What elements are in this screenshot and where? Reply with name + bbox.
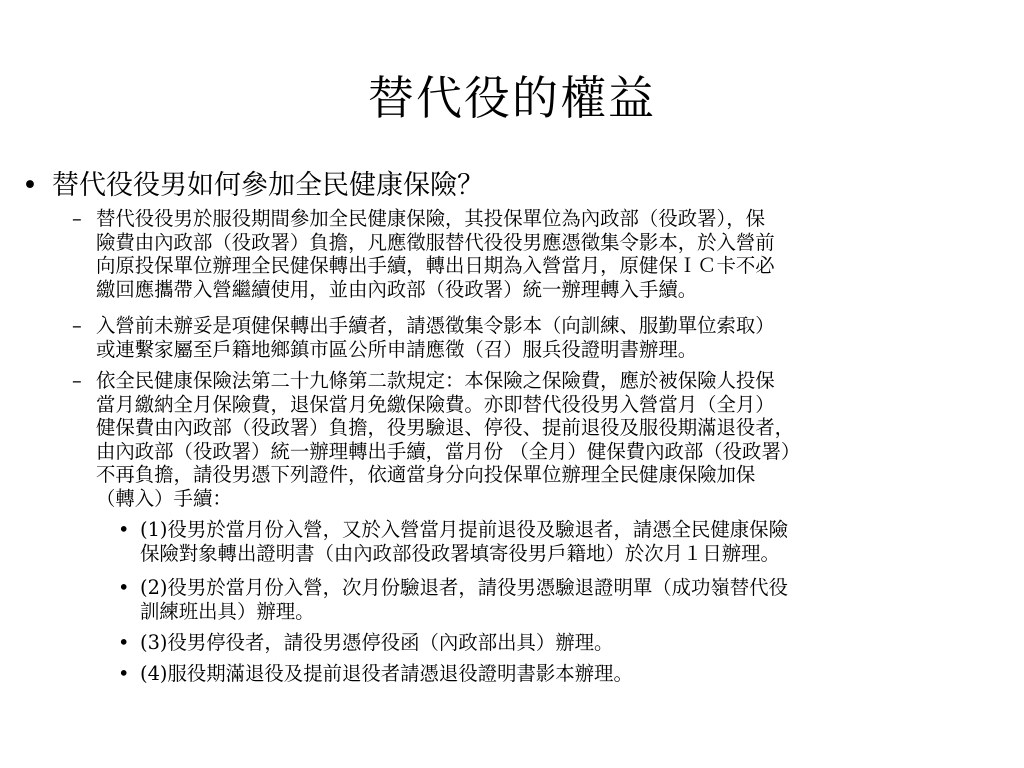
- text-line: 保險對象轉出證明書（由內政部役政署填寄役男戶籍地）於次月１日辦理。: [140, 541, 780, 565]
- text-line: 入營前未辦妥是項健保轉出手續者，請憑徵集令影本（向訓練、服勤單位索取）: [96, 314, 775, 337]
- sub-item-2: [72, 314, 1017, 361]
- text-line: 險費由內政部（役政署）負擔，凡應徵服替代役役男應憑徵集令影本，於入營前: [96, 230, 775, 254]
- dash-marker: –: [72, 369, 82, 392]
- sub-sub-item-1: [118, 518, 1008, 565]
- bullet-marker: •: [118, 631, 130, 654]
- main-bullet: [22, 168, 1012, 204]
- text-line: （轉入）手續：: [96, 486, 232, 510]
- text-line: (2)役男於當月份入營，次月份驗退者，請役男憑驗退證明單（成功嶺替代役: [140, 576, 788, 599]
- bullet-marker: •: [22, 170, 38, 201]
- sub-sub-item-2: [118, 576, 1008, 623]
- sub-sub-item-text: [140, 518, 1008, 565]
- text-line: 健保費由內政部（役政署）負擔，役男驗退、停役、提前退役及服役期滿退役者，: [96, 416, 795, 439]
- text-line: (3)役男停役者，請役男憑停役函（內政部出具）辦理。: [140, 631, 614, 654]
- text-line: 依全民健康保險法第二十九條第二款規定：本保險之保險費，應於被保險人投保: [96, 369, 775, 392]
- bullet-marker: •: [118, 576, 130, 599]
- sub-item-3: [72, 369, 1017, 510]
- text-line: 當月繳納全月保險費，退保當月免繳保險費。亦即替代役役男入營當月（全月）: [96, 392, 775, 416]
- text-line: 或連繫家屬至戶籍地鄉鎮市區公所申請應徵（召）服兵役證明書辦理。: [96, 337, 698, 361]
- sub-sub-item-text: [140, 576, 1008, 623]
- sub-item-1: [72, 207, 1017, 301]
- sub-sub-item-4: [118, 662, 1008, 686]
- sub-sub-item-3: [118, 631, 1008, 655]
- dash-marker: –: [72, 207, 82, 230]
- dash-marker: –: [72, 314, 82, 337]
- text-line: (4)服役期滿退役及提前退役者請憑退役證明書影本辦理。: [140, 662, 633, 685]
- text-line: 不再負擔，請役男憑下列證件，依適當身分向投保單位辦理全民健康保險加保: [96, 463, 756, 486]
- text-line: (1)役男於當月份入營，又於入營當月提前退役及驗退者，請憑全民健康保險: [140, 518, 788, 541]
- sub-sub-item-text: [140, 631, 1008, 655]
- text-line: 繳回應攜帶入營繼續使用，並由內政部（役政署）統一辦理轉入手續。: [96, 277, 698, 301]
- slide-title: 替代役的權益: [368, 71, 656, 125]
- sub-sub-item-text: [140, 662, 1008, 686]
- text-line: 替代役役男於服役期間參加全民健康保險，其投保單位為內政部（役政署），保: [96, 207, 765, 230]
- main-bullet-text: 替代役役男如何參加全民健康保險？: [52, 170, 484, 201]
- sub-item-text: [96, 369, 1017, 510]
- text-line: 向原投保單位辦理全民健保轉出手續，轉出日期為入營當月，原健保ＩＣ卡不必: [96, 254, 775, 277]
- bullet-marker: •: [118, 518, 130, 541]
- text-line: 訓練班出具）辦理。: [140, 599, 315, 623]
- sub-item-text: [96, 207, 1017, 301]
- text-line: 由內政部（役政署）統一辦理轉出手續，當月份 （全月）健保費內政部（役政署）: [96, 439, 801, 463]
- bullet-marker: •: [118, 662, 130, 685]
- sub-item-text: [96, 314, 1017, 361]
